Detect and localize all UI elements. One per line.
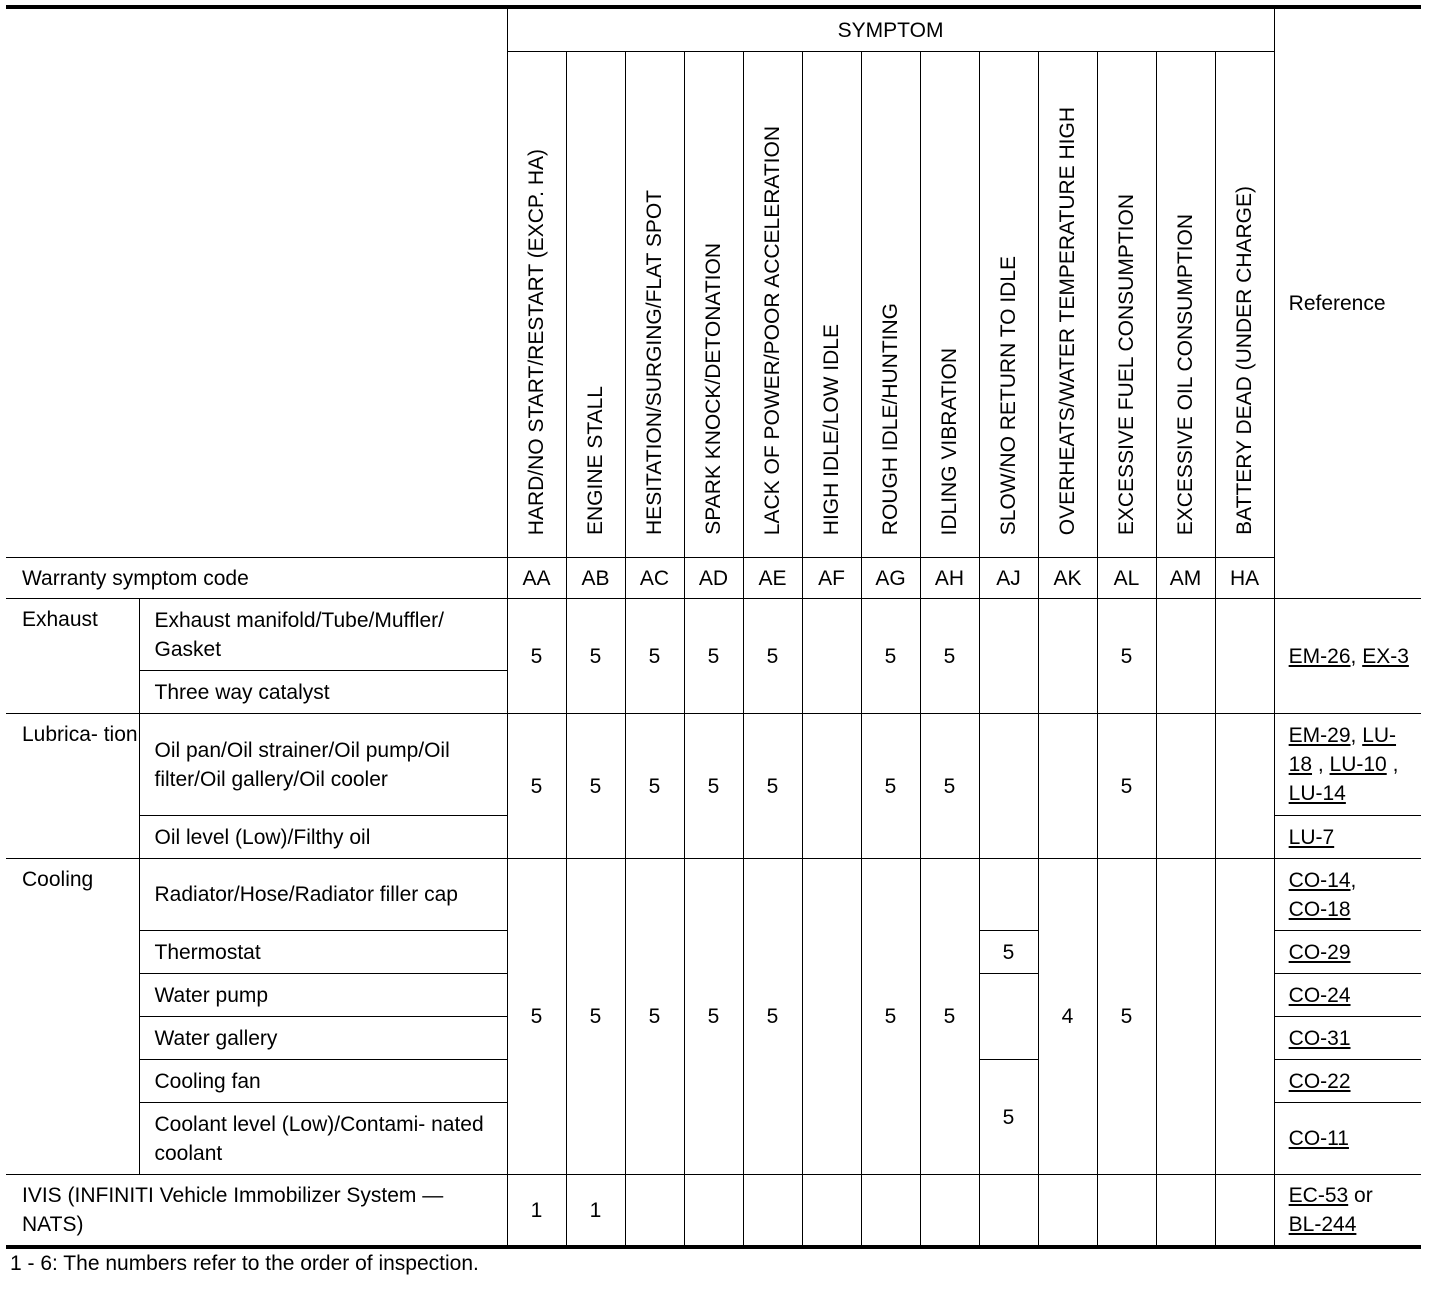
ref-separator: , [1350, 724, 1363, 747]
ref-separator: , [1350, 868, 1357, 892]
lub-ab: 5 [566, 714, 625, 859]
lub-ag: 5 [861, 714, 920, 859]
item-radiator: Radiator/Hose/Radiator filler cap [139, 859, 507, 931]
code-aj: AJ [979, 558, 1038, 599]
ivis-ad [684, 1175, 743, 1248]
symptom-header-ag: ROUGH IDLE/HUNTING [861, 52, 920, 558]
code-ah: AH [920, 558, 979, 599]
item-exhaust-manifold: Exhaust manifold/Tube/Muffler/ Gasket [139, 599, 507, 671]
exhaust-ac: 5 [625, 599, 684, 714]
ivis-ae [743, 1175, 802, 1248]
cool-ak: 4 [1038, 859, 1097, 1175]
lub-aj [979, 714, 1038, 859]
exhaust-ag: 5 [861, 599, 920, 714]
symptom-header-ab: ENGINE STALL [566, 52, 625, 558]
symptom-header-ae: LACK OF POWER/POOR ACCELERATION [743, 52, 802, 558]
ivis-am [1156, 1175, 1215, 1248]
ref-link-co-11[interactable]: CO-11 [1288, 1127, 1349, 1150]
lub-ae: 5 [743, 714, 802, 859]
symptom-header-al: EXCESSIVE FUEL CONSUMPTION [1097, 52, 1156, 558]
code-ad: AD [684, 558, 743, 599]
symptom-header-am: EXCESSIVE OIL CONSUMPTION [1156, 52, 1215, 558]
symptom-header-ak: OVERHEATS/WATER TEMPERATURE HIGH [1038, 52, 1097, 558]
exhaust-ad: 5 [684, 599, 743, 714]
code-am: AM [1156, 558, 1215, 599]
warranty-code-label: Warranty symptom code [6, 558, 507, 599]
lub-al: 5 [1097, 714, 1156, 859]
lub-ha [1215, 714, 1274, 859]
symptom-header-ah: IDLING VIBRATION [920, 52, 979, 558]
cool-ac: 5 [625, 859, 684, 1175]
footnote: 1 - 6: The numbers refer to the order of inspection. [10, 1252, 479, 1275]
ref-link-em-29[interactable]: EM-29 [1288, 724, 1351, 747]
cool-aj-thermostat: 5 [979, 931, 1038, 974]
ivis-aj [979, 1175, 1038, 1248]
ref-radiator [1274, 859, 1421, 931]
ref-coolant-level [1274, 1103, 1421, 1175]
ref-link-ec-53[interactable]: EC-53 [1288, 1184, 1349, 1207]
exhaust-ab: 5 [566, 599, 625, 714]
item-oil-pan: Oil pan/Oil strainer/Oil pump/Oil filter/Oil gallery/Oil cooler [139, 714, 507, 816]
code-ac: AC [625, 558, 684, 599]
ref-separator: or [1348, 1184, 1373, 1207]
symptom-header-ac: HESITATION/SURGING/FLAT SPOT [625, 52, 684, 558]
ref-link-co-22[interactable]: CO-22 [1288, 1069, 1351, 1093]
symptom-table-container [6, 5, 1421, 1249]
lub-ac: 5 [625, 714, 684, 859]
exhaust-ah: 5 [920, 599, 979, 714]
item-thermostat: Thermostat [139, 931, 507, 974]
cool-af [802, 859, 861, 1175]
ref-separator: , [1312, 753, 1330, 776]
header-blank [6, 7, 507, 558]
cool-ha [1215, 859, 1274, 1175]
ivis-af [802, 1175, 861, 1248]
ivis-ha [1215, 1175, 1274, 1248]
ref-link-co-31[interactable]: CO-31 [1288, 1026, 1351, 1050]
lub-ak [1038, 714, 1097, 859]
ivis-al [1097, 1175, 1156, 1248]
symptom-header-aa: HARD/NO START/RESTART (EXCP. HA) [507, 52, 566, 558]
lub-aa: 5 [507, 714, 566, 859]
exhaust-ae: 5 [743, 599, 802, 714]
ivis-aa: 1 [507, 1175, 566, 1248]
reference-header: Reference [1274, 7, 1421, 599]
symptom-header-af: HIGH IDLE/LOW IDLE [802, 52, 861, 558]
lub-am [1156, 714, 1215, 859]
ivis-ag [861, 1175, 920, 1248]
ref-link-em-26[interactable]: EM-26 [1288, 644, 1351, 668]
ref-link-co-29[interactable]: CO-29 [1288, 940, 1351, 964]
exhaust-al: 5 [1097, 599, 1156, 714]
ref-lubrication [1274, 714, 1421, 816]
code-af: AF [802, 558, 861, 599]
ivis-ah [920, 1175, 979, 1248]
lub-af [802, 714, 861, 859]
ref-link-lu-7[interactable]: LU-7 [1288, 825, 1335, 849]
ref-thermostat [1274, 931, 1421, 974]
item-oil-level: Oil level (Low)/Filthy oil [139, 816, 507, 859]
cool-al: 5 [1097, 859, 1156, 1175]
symptom-header-ad: SPARK KNOCK/DETONATION [684, 52, 743, 558]
item-water-gallery: Water gallery [139, 1017, 507, 1060]
ref-cooling-fan [1274, 1060, 1421, 1103]
ivis-ac [625, 1175, 684, 1248]
ref-separator: , [1350, 644, 1363, 668]
item-cooling-fan: Cooling fan [139, 1060, 507, 1103]
item-coolant-level: Coolant level (Low)/Contami- nated coolant [139, 1103, 507, 1175]
code-ag: AG [861, 558, 920, 599]
ref-exhaust [1274, 599, 1421, 714]
category-lubrication: Lubrica- tion [6, 714, 139, 859]
cool-ag: 5 [861, 859, 920, 1175]
item-ivis: IVIS (INFINITI Vehicle Immobilizer System — NATS) [6, 1175, 507, 1248]
ref-link-lu-18[interactable]: LU-18 [1288, 724, 1397, 776]
category-cooling: Cooling [6, 859, 139, 1175]
code-ae: AE [743, 558, 802, 599]
ref-oil-level [1274, 816, 1421, 859]
ref-ivis [1274, 1175, 1421, 1248]
exhaust-am [1156, 599, 1215, 714]
ref-link-co-14[interactable]: CO-14 [1288, 868, 1351, 892]
exhaust-aa: 5 [507, 599, 566, 714]
ref-link-co-18[interactable]: CO-18 [1288, 897, 1351, 921]
symptom-header-ha: BATTERY DEAD (UNDER CHARGE) [1215, 52, 1274, 558]
lub-ad: 5 [684, 714, 743, 859]
symptom-header-aj: SLOW/NO RETURN TO IDLE [979, 52, 1038, 558]
code-al: AL [1097, 558, 1156, 599]
code-ab: AB [566, 558, 625, 599]
symptom-title: SYMPTOM [507, 7, 1274, 52]
item-water-pump: Water pump [139, 974, 507, 1017]
code-ak: AK [1038, 558, 1097, 599]
cool-aj-fan-coolant: 5 [979, 1060, 1038, 1175]
exhaust-aj [979, 599, 1038, 714]
cool-ae: 5 [743, 859, 802, 1175]
cool-aj-radiator [979, 859, 1038, 931]
exhaust-af [802, 599, 861, 714]
ref-water-gallery [1274, 1017, 1421, 1060]
ivis-ak [1038, 1175, 1097, 1248]
symptom-table [6, 5, 1421, 1249]
ref-water-pump [1274, 974, 1421, 1017]
code-aa: AA [507, 558, 566, 599]
cool-aj-pump-gallery [979, 974, 1038, 1060]
cool-am [1156, 859, 1215, 1175]
lub-ah: 5 [920, 714, 979, 859]
code-ha: HA [1215, 558, 1274, 599]
exhaust-ha [1215, 599, 1274, 714]
cool-aa: 5 [507, 859, 566, 1175]
ref-link-lu-10[interactable]: LU-10 [1329, 753, 1387, 776]
cool-ab: 5 [566, 859, 625, 1175]
ivis-ab: 1 [566, 1175, 625, 1248]
cool-ad: 5 [684, 859, 743, 1175]
ref-link-bl-244[interactable]: BL-244 [1288, 1213, 1357, 1236]
exhaust-ak [1038, 599, 1097, 714]
ref-separator: , [1386, 753, 1399, 776]
item-three-way-catalyst: Three way catalyst [139, 671, 507, 714]
ref-link-co-24[interactable]: CO-24 [1288, 983, 1351, 1007]
ref-link-ex-3[interactable]: EX-3 [1362, 644, 1409, 668]
cool-ah: 5 [920, 859, 979, 1175]
category-exhaust: Exhaust [6, 599, 139, 714]
ref-link-lu-14[interactable]: LU-14 [1288, 782, 1346, 805]
